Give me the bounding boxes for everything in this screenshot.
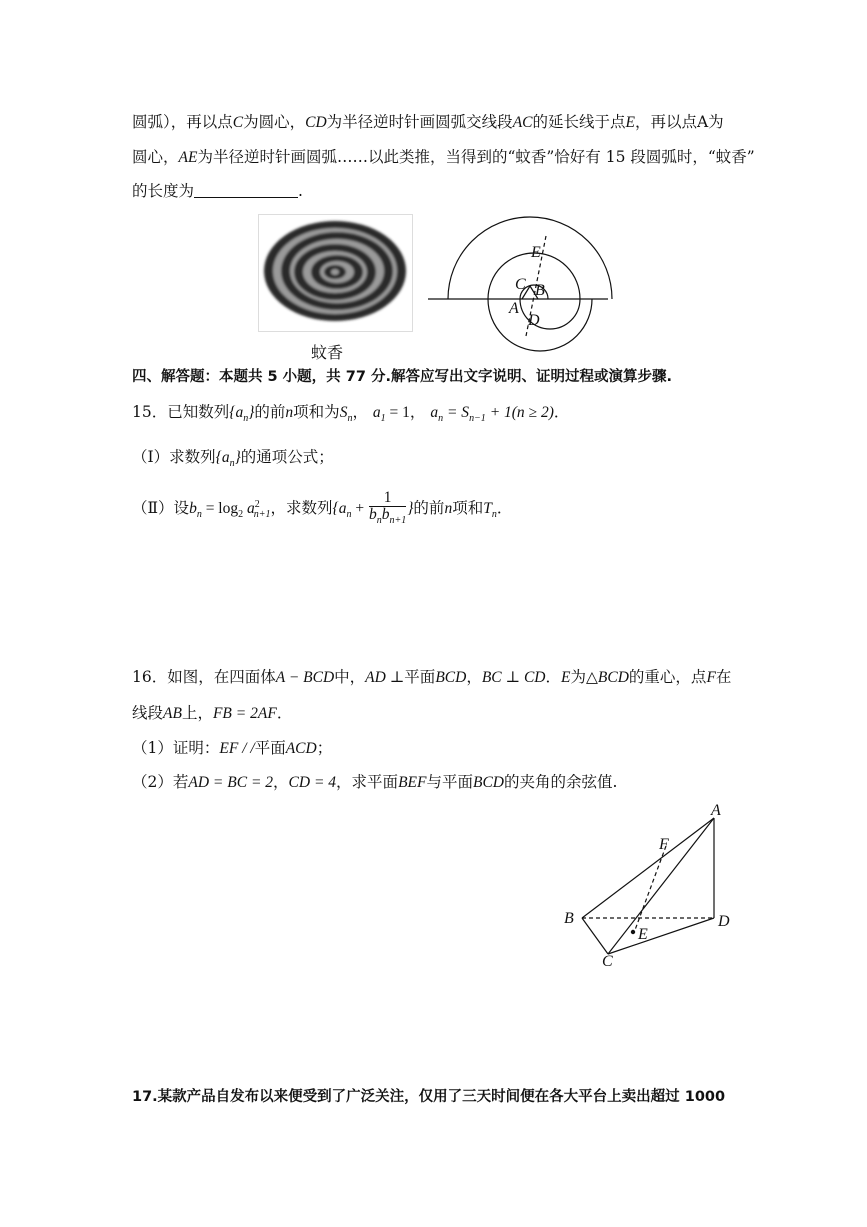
q16-part2: （2）若AD = BC = 2，CD = 4，求平面BEF与平面BCD的夹角的余弦值. — [132, 773, 618, 791]
figure-caption: 蚊香 — [311, 343, 344, 362]
q16-stem-line-1: 16．如图，在四面体A − BCD中，AD ⊥平面BCD，BC ⊥ CD．E为△BCD的重心，点F在 — [132, 668, 732, 686]
mosquito-coil-image — [258, 214, 413, 332]
label-D: D — [528, 312, 540, 329]
tetra-label-E: E — [638, 926, 648, 943]
tetra-label-F: F — [659, 836, 669, 853]
tetra-label-A: A — [711, 802, 721, 819]
mosquito-coil-picture — [259, 215, 412, 331]
label-A: A — [509, 300, 519, 317]
q17-stem: 17.某款产品自发布以来便受到了广泛关注，仅用了三天时间便在各大平台上卖出超过 1000 — [132, 1089, 726, 1105]
tetra-label-D: D — [718, 913, 730, 930]
label-B: B — [535, 282, 545, 299]
label-C: C — [515, 276, 526, 293]
intro-line-2: 圆心，AE为半径逆时针画圆弧……以此类推，当得到的“蚊香”恰好有 15 段圆弧时，“蚊香” — [132, 148, 755, 166]
q15-part2: （Ⅱ）设$b_n = \log_2 a^2_{n+1}$，求数列{$a_n$ + $\frac{1}{b_nb_{n+1}}$ }的前n项和$T_n$． — [132, 490, 512, 529]
label-E: E — [531, 244, 541, 261]
intro-line-1: 圆弧），再以点C为圆心，CD为半径逆时针画圆弧交线段AC的延长线于点E，再以点A为 — [132, 113, 724, 131]
section-heading: 四、解答题：本题共 5 小题，共 77 分.解答应写出文字说明、证明过程或演算步骤. — [132, 369, 672, 385]
q16-part1: （1）证明：EF / /平面ACD； — [132, 739, 333, 757]
q15-part1: （Ⅰ）求数列$\{a_n\}$的通项公式； — [132, 448, 334, 470]
tetra-label-B: B — [564, 910, 574, 927]
tetrahedron-diagram — [560, 800, 740, 980]
tetra-label-C: C — [602, 953, 613, 970]
fraction: $\frac{1}{b_nb_{n+1}}$ — [368, 489, 407, 527]
intro-line-3: 的长度为 . — [132, 182, 303, 200]
answer-blank[interactable] — [194, 181, 298, 198]
q15-stem: 15．已知数列$\{a_n\}$的前n项和为$S_n$， $a_1 = 1$， $a_n = S_{n-1} + 1(n \ge 2)$． — [132, 403, 570, 425]
q16-stem-line-2: 线段AB上，FB = 2AF． — [132, 704, 293, 722]
